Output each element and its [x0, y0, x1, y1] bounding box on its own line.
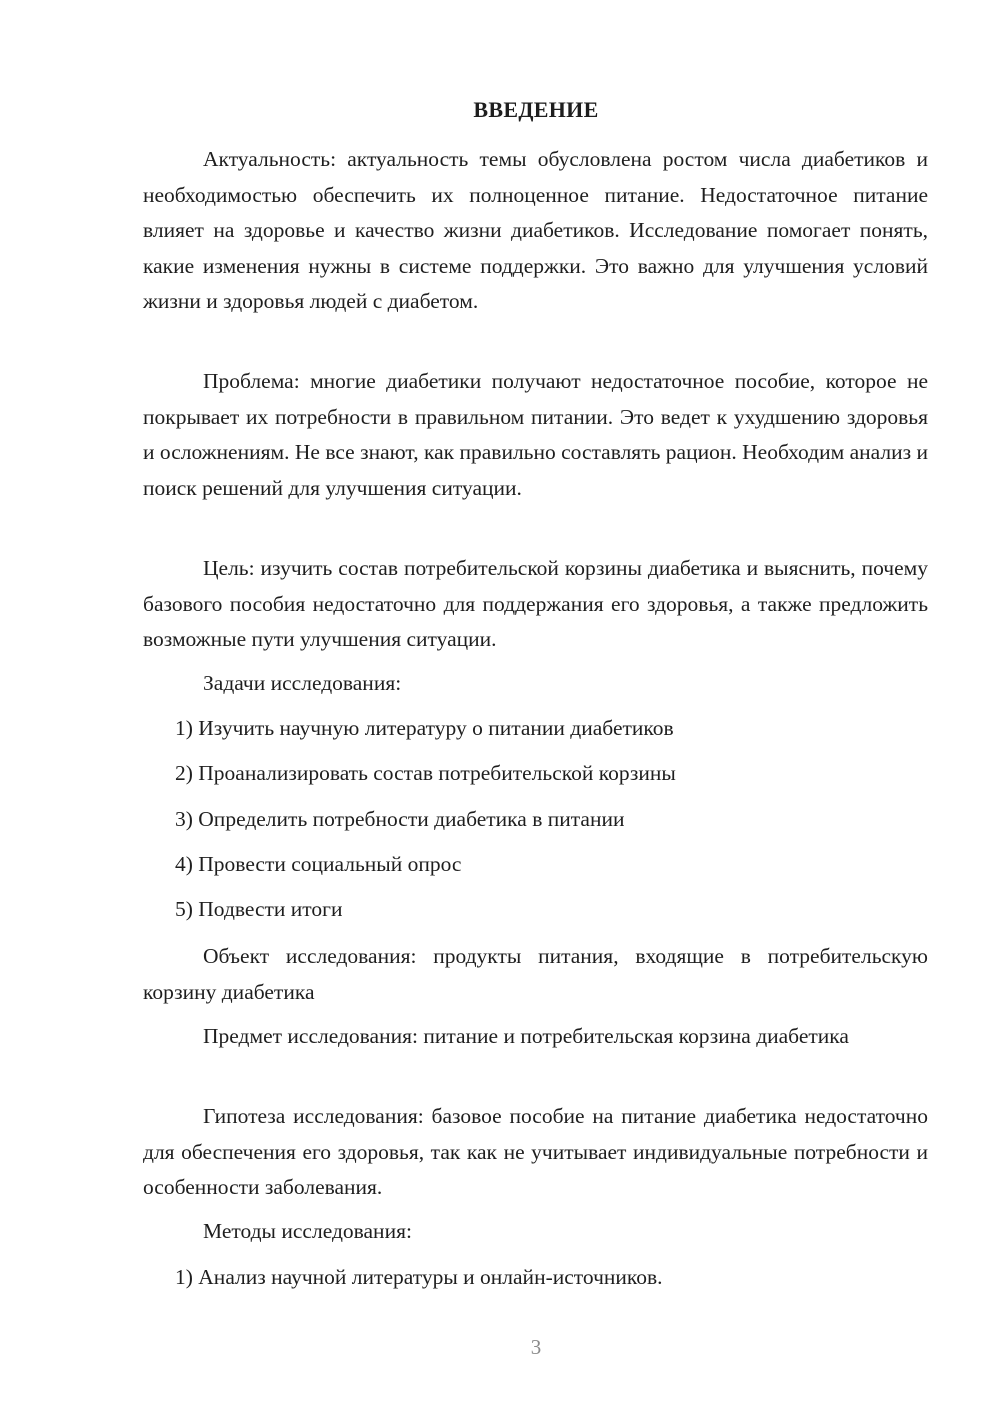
task-item: 4) Провести социальный опрос — [175, 852, 462, 876]
task-item: 1) Изучить научную литературу о питании диабетиков — [175, 716, 674, 740]
task-item: 3) Определить потребности диабетика в питании — [175, 807, 625, 831]
section-heading: ВВЕДЕНИЕ — [473, 97, 599, 122]
problem-paragraph: Проблема: многие диабетики получают недостаточное пособие, которое не покрывает их потребности в правильном питании. Это ведет к ухудшению здоровья и осложнениям. Не все знают, как правильно составлять рацион. Необходим анализ и поиск решений для улучшения ситуации. — [143, 369, 928, 500]
task-item: 5) Подвести итоги — [175, 897, 343, 921]
goal-paragraph: Цель: изучить состав потребительской корзины диабетика и выяснить, почему базового пособия недостаточно для поддержания его здоровья, а также предложить возможные пути улучшения ситуации. — [143, 556, 928, 652]
task-item: 2) Проанализировать состав потребительской корзины — [175, 761, 676, 785]
relevance-paragraph: Актуальность: актуальность темы обусловлена ростом числа диабетиков и необходимостью обеспечить их полноценное питание. Недостаточное питание влияет на здоровье и качество жизни диабетиков. Исследование помогает понять, какие изменения нужны в системе поддержки. Это важно для улучшения условий жизни и здоровья людей с диабетом. — [143, 147, 928, 314]
object-paragraph: Объект исследования: продукты питания, входящие в потребительскую корзину диабетика — [143, 944, 928, 1004]
method-item: 1) Анализ научной литературы и онлайн-источников. — [175, 1265, 663, 1289]
methods-title: Методы исследования: — [203, 1219, 412, 1243]
subject-paragraph: Предмет исследования: питание и потребительская корзина диабетика — [203, 1024, 849, 1048]
tasks-title: Задачи исследования: — [203, 671, 402, 695]
page-number: 3 — [530, 1335, 542, 1359]
hypothesis-paragraph: Гипотеза исследования: базовое пособие на питание диабетика недостаточно для обеспечения его здоровья, так как не учитывает индивидуальные потребности и особенности заболевания. — [143, 1104, 928, 1200]
